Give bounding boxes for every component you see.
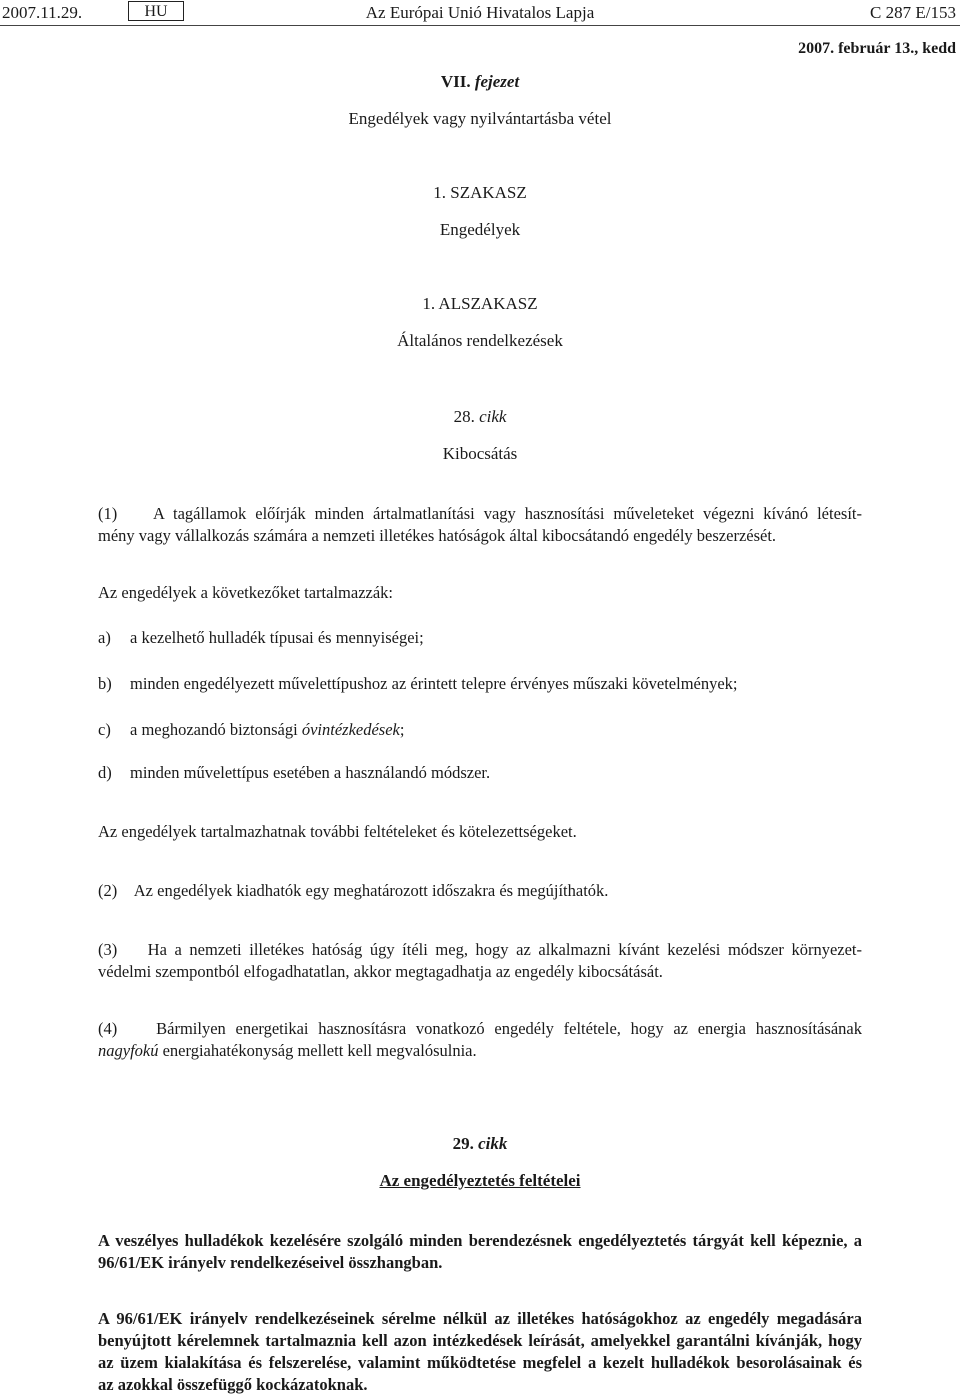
paragraph-line: az üzem kialakítása és felszerelése, valamint működtetése megfelel a kezelt hulladékok besorolásainak és <box>98 1353 862 1372</box>
paragraph-line: az azokkal összefüggő kockázatoknak. <box>98 1375 368 1394</box>
header-date: 2007.11.29. <box>2 3 83 22</box>
session-date: 2007. február 13., kedd <box>798 40 956 57</box>
article-29-paragraph-1 <box>98 1230 862 1274</box>
article-28-paragraph-4 <box>98 1018 862 1062</box>
article-28-paragraph-3 <box>98 939 862 983</box>
article-28-number: 28. <box>453 407 475 426</box>
list-item-text-part: ; <box>399 720 405 739</box>
chapter-label: fejezet <box>474 72 520 91</box>
list-item-label: a) <box>98 628 111 647</box>
list-item-text: minden művelettípus esetében a használandó módszer. <box>130 763 491 782</box>
article-29-paragraph-2 <box>98 1308 862 1396</box>
article-29-number: 29. <box>452 1134 474 1153</box>
list-item-emphasis: óvintézkedések <box>301 720 400 739</box>
paragraph-text: Ha a nemzeti illetékes hatóság úgy ítéli meg, hogy az alkalmazni kívánt kezelési módszer környezet- <box>147 940 862 959</box>
paragraph-line <box>98 503 862 525</box>
article-29-title-text: Az engedélyeztetés feltételei <box>379 1171 581 1190</box>
section-number: 1. SZAKASZ <box>433 183 527 202</box>
chapter-heading <box>0 72 960 92</box>
article-29-title <box>0 1171 960 1191</box>
language-code: HU <box>144 3 168 20</box>
paragraph-line: mény vagy vállalkozás számára a nemzeti illetékes hatóságok által kibocsátandó engedély beszerzését. <box>98 526 777 545</box>
chapter-title: Engedélyek vagy nyilvántartásba vétel <box>348 109 612 128</box>
article-28-intro: Az engedélyek a következőket tartalmazzák: <box>98 583 394 602</box>
paragraph-line: A 96/61/EK irányelv rendelkezéseinek sérelme nélkül az illetékes hatóságokhoz az engedély megadására <box>98 1309 862 1328</box>
subsection-number: 1. ALSZAKASZ <box>422 294 538 313</box>
article-28-outro: Az engedélyek tartalmazhatnak további feltételeket és kötelezettségeket. <box>98 822 577 841</box>
article-28-paragraph-2 <box>98 881 608 901</box>
page-reference: C 287 E/153 <box>870 3 956 22</box>
header-divider <box>0 25 960 26</box>
paragraph-emphasis: nagyfokú <box>98 1041 159 1060</box>
paragraph-text: Bármilyen energetikai hasznosításra vonatkozó engedély feltétele, hogy az energia hasznosításának <box>156 1019 862 1038</box>
list-item-text: a kezelhető hulladék típusai és mennyiségei; <box>130 628 424 647</box>
article-28-heading <box>0 407 960 427</box>
article-28-title: Kibocsátás <box>442 444 518 463</box>
paragraph-line <box>98 1018 862 1040</box>
paragraph-text: energiahatékonyság mellett kell megvalósulnia. <box>158 1041 477 1060</box>
journal-title: Az Európai Unió Hivatalos Lapja <box>365 3 595 22</box>
paragraph-line <box>98 939 862 961</box>
paragraph-number: (1) <box>98 504 118 523</box>
paragraph-text: Az engedélyek kiadhatók egy meghatározott időszakra és megújíthatók. <box>133 881 609 900</box>
list-item-text-part: a meghozandó biztonsági <box>130 720 302 739</box>
article-29-label: cikk <box>478 1134 508 1153</box>
chapter-number: VII. <box>440 72 471 91</box>
paragraph-number: (2) <box>98 881 118 900</box>
section-title: Engedélyek <box>439 220 521 239</box>
article-29-heading <box>0 1134 960 1154</box>
list-item-text <box>130 720 404 740</box>
list-item-label: d) <box>98 763 112 782</box>
article-28-label: cikk <box>479 407 507 426</box>
subsection-title: Általános rendelkezések <box>397 331 563 350</box>
list-item-text: minden engedélyezett művelettípushoz az érintett telepre érvényes műszaki követelmények; <box>130 674 738 693</box>
list-item-label: b) <box>98 674 112 693</box>
paragraph-text: A tagállamok előírják minden ártalmatlanítási vagy hasznosítási műveleteket végezni kívánó létesít- <box>153 504 862 523</box>
paragraph-line <box>98 1040 862 1062</box>
paragraph-number: (3) <box>98 940 118 959</box>
paragraph-line: védelmi szempontból elfogadhatatlan, akkor megtagadhatja az engedély kibocsátását. <box>98 962 663 981</box>
article-28-paragraph-1 <box>98 503 862 547</box>
paragraph-line: 96/61/EK irányelv rendelkezéseivel összhangban. <box>98 1253 443 1272</box>
paragraph-line: benyújtott kérelemnek tartalmaznia kell azon intézkedések leírását, amelyekkel garantálni kívánják, hogy <box>98 1331 862 1350</box>
paragraph-line: A veszélyes hulladékok kezelésére szolgáló minden berendezésnek engedélyeztetés tárgyát kell képeznie, a <box>98 1231 862 1250</box>
paragraph-number: (4) <box>98 1019 118 1038</box>
list-item-label: c) <box>98 720 111 739</box>
